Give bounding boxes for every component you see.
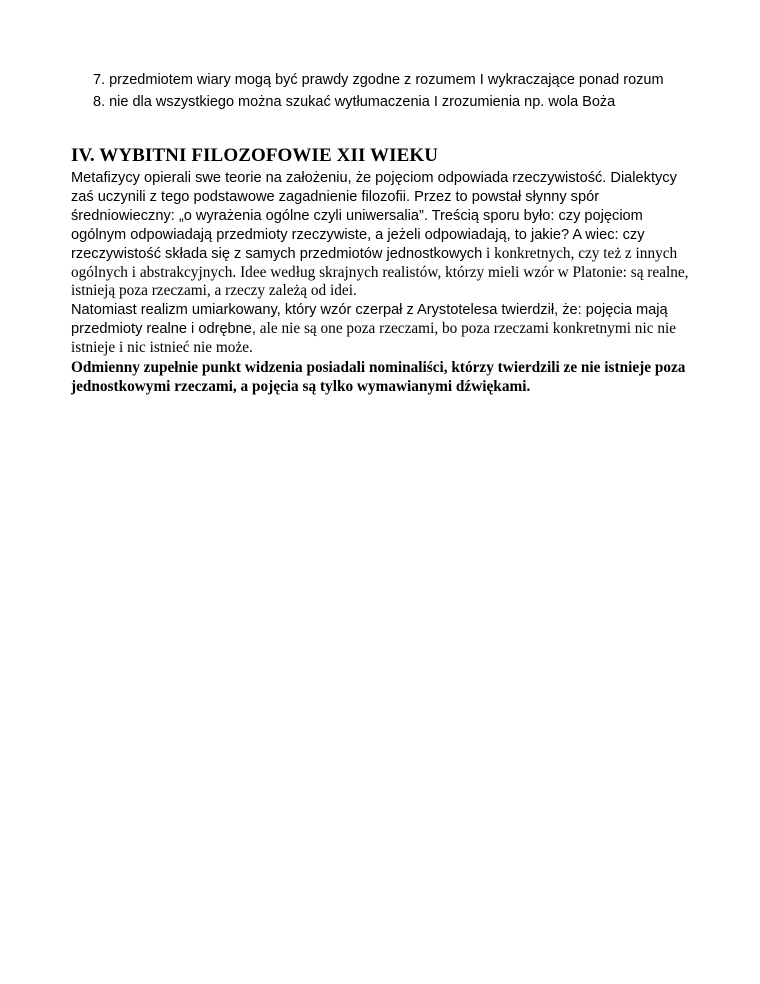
- paragraph-universals: [71, 169, 701, 301]
- paragraph-moderate-realism-part1: Natomiast realizm umiarkowany, który wzór czerpał z Arystotelesa twierdził, że: pojęcia mają przedmioty realne i odrębne,: [71, 302, 668, 338]
- numbered-list: [71, 70, 701, 113]
- list-item-text: nie dla wszystkiego można szukać wytłumaczenia I zrozumienia np. wola Boża: [109, 94, 616, 110]
- paragraph-universals-part1: Metafizycy opierali swe teorie na założeniu, że pojęciom odpowiada rzeczywistość. Dialektycy zaś uczynili z tego podstawowe zagadnienie filozofii. Przez to powstał słynny spór średniowieczny: „o wyrażenia ogólne czyli uniwersalia”. Treścią sporu było: czy pojęciom ogólnym odpowiadają przedmioty rzeczywiste, a jeżeli odpowiadają, to jakie? A wiec: czy rzeczywistość składa się z samych przedmiotów jednostkowych: [71, 170, 677, 262]
- section-heading: IV. WYBITNI FILOZOFOWIE XII WIEKU: [71, 145, 439, 166]
- paragraph-universals-part2: i konkretnych, czy też z innych ogólnych i abstrakcyjnych. Idee według skrajnych realistów, którzy mieli wzór w Platonie: są realne, istnieją poza rzeczami, a rzeczy zależą od idei.: [71, 244, 689, 300]
- paragraph-nominalists: Odmienny zupełnie punkt widzenia posiadali nominaliści, którzy twierdzili ze nie istnieje poza jednostkowymi rzeczami, a pojęcia są tylko wymawianymi dźwiękami.: [71, 359, 686, 396]
- list-item: [93, 70, 701, 91]
- list-item: [93, 92, 701, 113]
- page-content: [71, 70, 701, 396]
- paragraph-moderate-realism: [71, 301, 701, 358]
- list-item-number: 8.: [93, 94, 106, 110]
- paragraph-moderate-realism-part2: ale nie są one poza rzeczami, bo poza rzeczami konkretnymi nic nie istnieje i nic istnieć nie może.: [71, 320, 677, 357]
- list-item-number: 7.: [93, 72, 106, 88]
- list-item-text: przedmiotem wiary mogą być prawdy zgodne z rozumem I wykraczające ponad rozum: [109, 72, 664, 88]
